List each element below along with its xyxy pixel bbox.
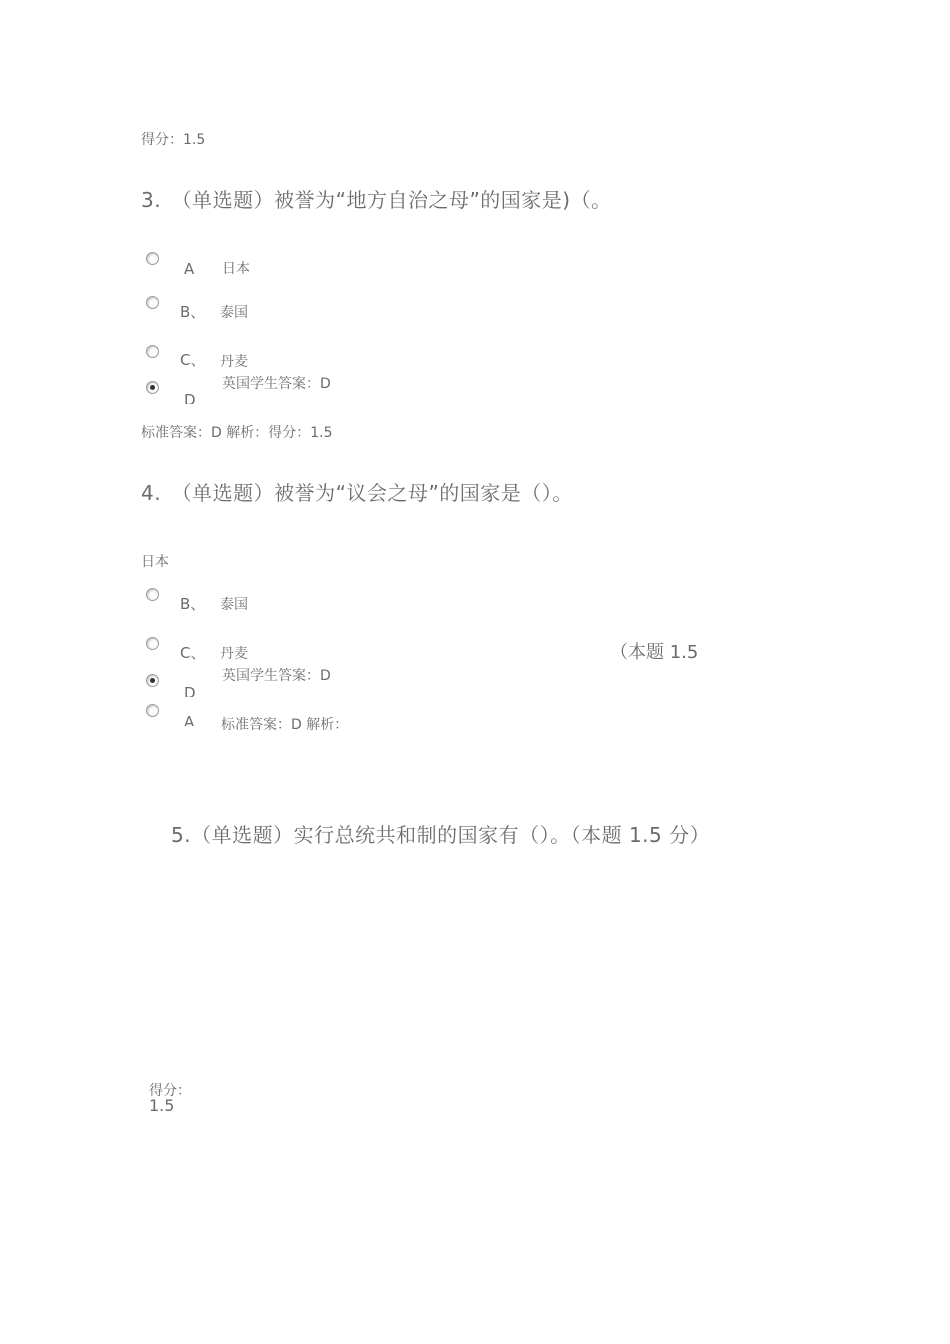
q4-option-c-letter: C、	[180, 644, 206, 662]
q3-option-a-radio[interactable]	[146, 252, 159, 265]
q4-option-b-letter: B、	[180, 595, 206, 613]
q4-student-answer: 学生答案：D	[250, 668, 331, 684]
q3-option-c-text: 丹麦	[220, 354, 248, 370]
q4-option-a-text: 日本	[141, 554, 169, 570]
q3-option-b-radio[interactable]	[146, 296, 159, 309]
q3-option-a-letter: A	[184, 260, 195, 278]
q4-points-fragment: （本题 1.5	[610, 642, 699, 660]
q3-option-b-text: 泰国	[220, 305, 248, 321]
score-bottom-label: 得分：	[149, 1083, 191, 1099]
question-5-title: 5.（单选题）实行总统共和制的国家有（）。（本题 1.5 分）	[171, 823, 711, 847]
q3-option-d-radio[interactable]	[146, 381, 159, 394]
q4-option-c-text: 丹麦	[220, 646, 248, 662]
q4-option-b-text: 泰国	[220, 597, 248, 613]
q3-option-d-text: 英国	[222, 376, 250, 392]
q3-option-c-letter: C、	[180, 351, 206, 369]
q3-option-b-letter: B、	[180, 303, 206, 321]
score-bottom-value: 1.5	[149, 1096, 175, 1115]
q3-answer-footer: 标准答案：D 解析：得分：1.5	[141, 425, 333, 441]
q4-option-a-letter: A	[184, 713, 195, 726]
q3-option-c-radio[interactable]	[146, 345, 159, 358]
q3-student-answer: 学生答案：D	[250, 376, 331, 392]
q3-option-a-text: 日本	[222, 261, 250, 277]
q4-option-a-radio[interactable]	[146, 704, 159, 717]
q4-option-c-radio[interactable]	[146, 637, 159, 650]
score-text: 得分：1.5	[141, 132, 206, 148]
q4-answer-footer: 标准答案：D 解析：	[221, 717, 349, 733]
q3-option-d-letter: D	[184, 391, 196, 404]
question-3-title: 3. （单选题）被誉为“地方自治之母”的国家是)（。	[141, 188, 612, 212]
question-4-title: 4. （单选题）被誉为“议会之母”的国家是（）。	[141, 481, 573, 505]
q4-option-d-radio[interactable]	[146, 674, 159, 687]
q4-option-b-radio[interactable]	[146, 588, 159, 601]
q4-option-d-letter: D	[184, 684, 196, 697]
q4-option-d-text: 英国	[222, 668, 250, 684]
